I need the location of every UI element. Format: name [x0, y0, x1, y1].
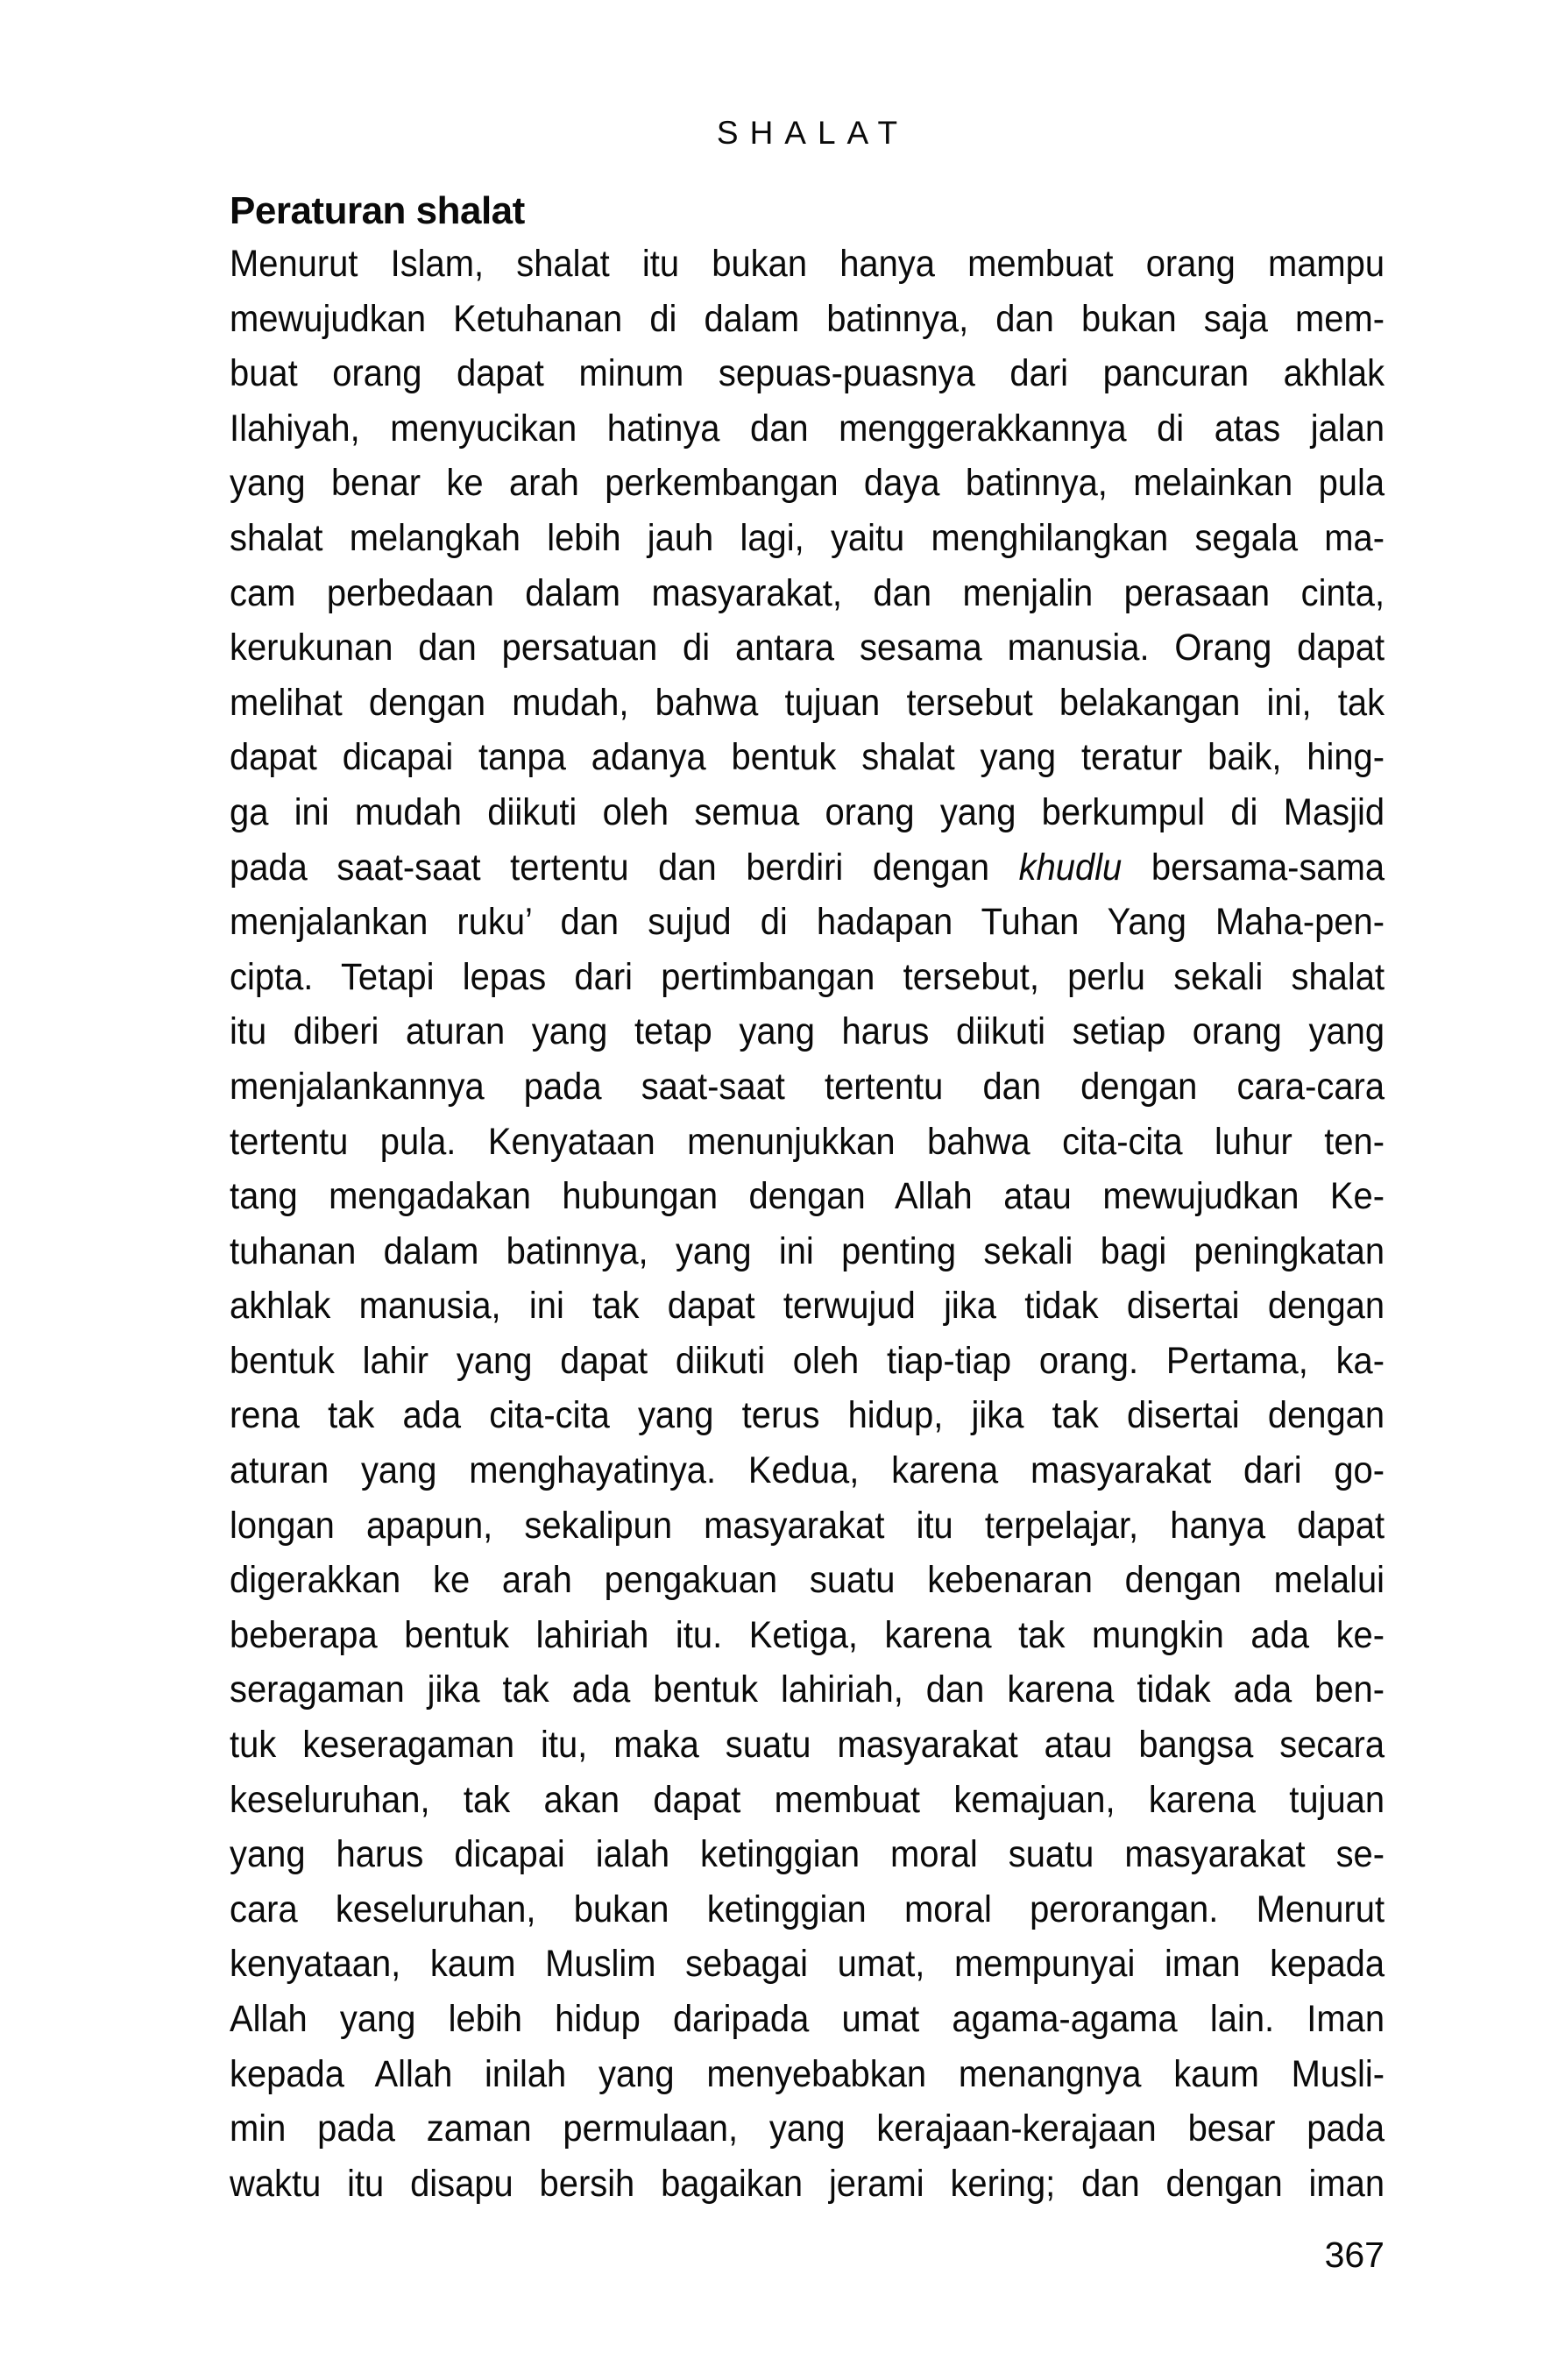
body-line: tuhanan dalam batinnya, yang ini penting sekali bagi peningkatan [230, 1229, 1385, 1272]
body-line: yang benar ke arah perkembangan daya batinnya, melainkan pula [230, 462, 1385, 505]
body-line: longan apapun, sekalipun masyarakat itu terpelajar, hanya dapat [230, 1504, 1385, 1547]
section-title: Peraturan shalat [230, 189, 525, 232]
body-line: itu diberi aturan yang tetap yang harus diikuti setiap orang yang [230, 1010, 1385, 1053]
body-line: min pada zaman permulaan, yang kerajaan-kerajaan besar pada [230, 2107, 1385, 2150]
body-line: waktu itu disapu bersih bagaikan jerami kering; dan dengan iman [230, 2162, 1385, 2205]
body-line: kepada Allah inilah yang menyebabkan menangnya kaum Musli- [230, 2052, 1385, 2095]
body-line: menjalankannya pada saat-saat tertentu dan dengan cara-cara [230, 1065, 1385, 1108]
body-line: keseluruhan, tak akan dapat membuat kemajuan, karena tujuan [230, 1778, 1385, 1821]
body-line: digerakkan ke arah pengakuan suatu kebenaran dengan melalui [230, 1559, 1385, 1602]
body-line: kerukunan dan persatuan di antara sesama manusia. Orang dapat [230, 627, 1385, 669]
body-line: buat orang dapat minum sepuas-puasnya dari pancuran akhlak [230, 352, 1385, 395]
body-line: akhlak manusia, ini tak dapat terwujud jika tidak disertai dengan [230, 1285, 1385, 1328]
page-number: 367 [1324, 2235, 1385, 2275]
body-line: tertentu pula. Kenyataan menunjukkan bahwa cita-cita luhur ten- [230, 1120, 1385, 1163]
body-line: cara keseluruhan, bukan ketinggian moral perorangan. Menurut [230, 1888, 1385, 1930]
body-line: cipta. Tetapi lepas dari pertimbangan tersebut, perlu sekali shalat [230, 955, 1385, 998]
body-line: tang mengadakan hubungan dengan Allah atau mewujudkan Ke- [230, 1175, 1385, 1218]
body-line: yang harus dicapai ialah ketinggian moral suatu masyarakat se- [230, 1833, 1385, 1876]
body-line-segment: pada saat-saat tertentu dan berdiri dengan [230, 846, 1019, 889]
body-line: Ilahiyah, menyucikan hatinya dan menggerakkannya di atas jalan [230, 407, 1385, 450]
body-line-with-italic [230, 840, 1385, 896]
italic-term: khudlu [1018, 846, 1123, 889]
body-line: Allah yang lebih hidup daripada umat agama-agama lain. Iman [230, 1998, 1385, 2040]
body-line: melihat dengan mudah, bahwa tujuan tersebut belakangan ini, tak [230, 681, 1385, 724]
body-line: aturan yang menghayatinya. Kedua, karena masyarakat dari go- [230, 1449, 1385, 1492]
body-text [230, 237, 1385, 2211]
body-line: mewujudkan Ketuhanan di dalam batinnya, dan bukan saja mem- [230, 297, 1385, 340]
body-line: beberapa bentuk lahiriah itu. Ketiga, karena tak mungkin ada ke- [230, 1613, 1385, 1656]
body-line-segment: bersama-sama [1122, 846, 1385, 889]
body-line: cam perbedaan dalam masyarakat, dan menjalin perasaan cinta, [230, 571, 1385, 614]
body-line: Menurut Islam, shalat itu bukan hanya membuat orang mampu [230, 243, 1385, 285]
body-line: seragaman jika tak ada bentuk lahiriah, dan karena tidak ada ben- [230, 1668, 1385, 1711]
running-header: SHALAT [716, 115, 910, 151]
body-line: kenyataan, kaum Muslim sebagai umat, mempunyai iman kepada [230, 1943, 1385, 1986]
body-line: tuk keseragaman itu, maka suatu masyarakat atau bangsa secara [230, 1724, 1385, 1767]
body-line: ga ini mudah diikuti oleh semua orang yang berkumpul di Masjid [230, 790, 1385, 833]
body-line: bentuk lahir yang dapat diikuti oleh tiap-tiap orang. Pertama, ka- [230, 1339, 1385, 1382]
body-line: dapat dicapai tanpa adanya bentuk shalat yang teratur baik, hing- [230, 736, 1385, 779]
body-line: rena tak ada cita-cita yang terus hidup, jika tak disertai dengan [230, 1394, 1385, 1437]
body-line: shalat melangkah lebih jauh lagi, yaitu menghilangkan segala ma- [230, 516, 1385, 559]
body-line: menjalankan ruku’ dan sujud di hadapan Tuhan Yang Maha-pen- [230, 901, 1385, 944]
